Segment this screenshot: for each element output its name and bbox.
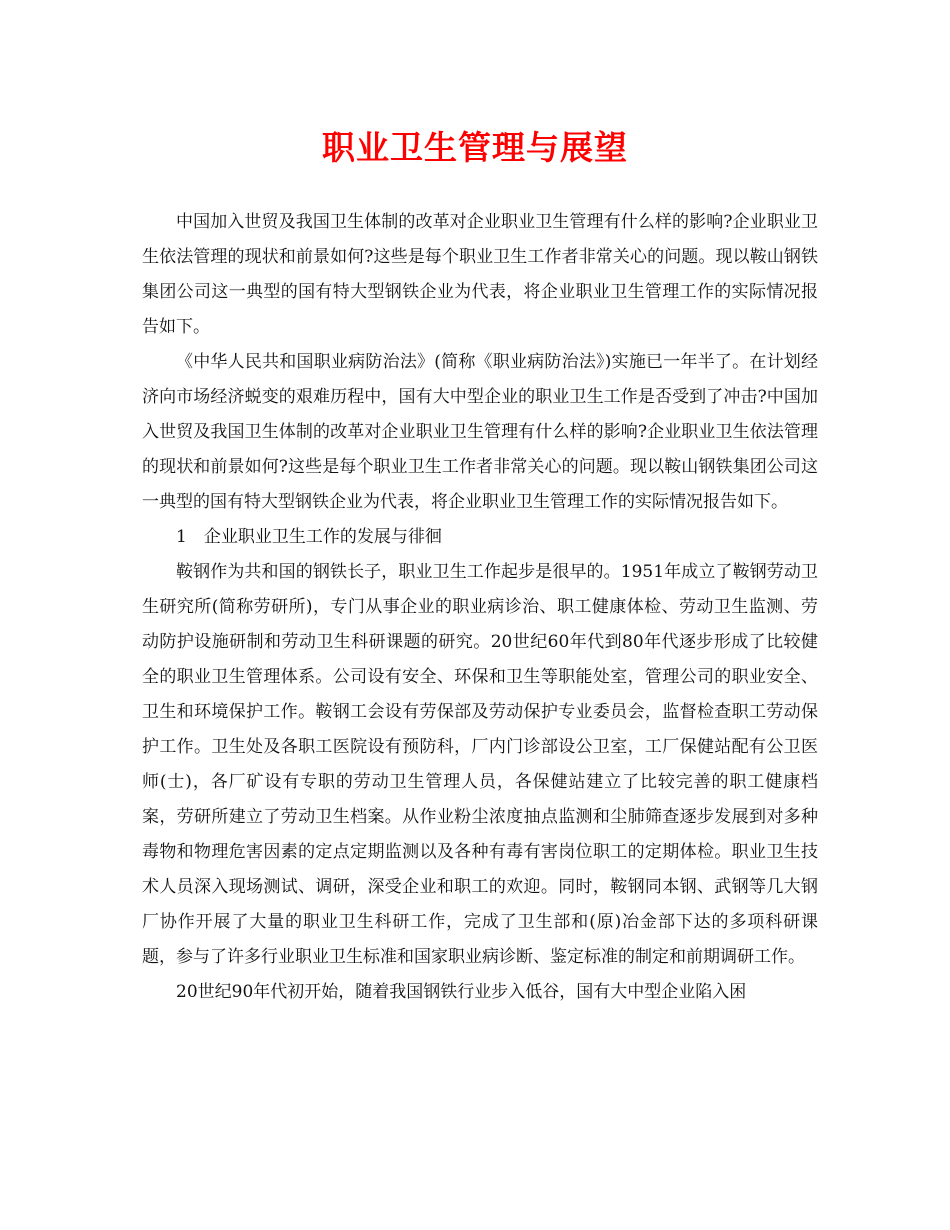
document-body: [142, 205, 818, 1010]
section-heading: 1 企业职业卫生工作的发展与徘徊: [176, 527, 442, 547]
document-title: 职业卫生管理与展望: [322, 128, 628, 167]
paragraph: 《中华人民共和国职业病防治法》(简称《职业病防治法》)实施已一年半了。在计划经济向市场经济蜕变的艰难历程中，国有大中型企业的职业卫生工作是否受到了冲击?中国加入世贸及我国卫生体制的改革对企业职业卫生管理有什么样的影响?企业职业卫生依法管理的现状和前景如何?这些是每个职业卫生工作者非常关心的问题。现以鞍山钢铁集团公司这一典型的国有特大型钢铁企业为代表，将企业职业卫生管理工作的实际情况报告如下。: [142, 352, 818, 512]
paragraph: 中国加入世贸及我国卫生体制的改革对企业职业卫生管理有什么样的影响?企业职业卫生依法管理的现状和前景如何?这些是每个职业卫生工作者非常关心的问题。现以鞍山钢铁集团公司这一典型的国有特大型钢铁企业为代表，将企业职业卫生管理工作的实际情况报告如下。: [142, 212, 818, 337]
paragraph: 20世纪90年代初开始，随着我国钢铁行业步入低谷，国有大中型企业陷入困: [176, 982, 747, 1002]
paragraph: 鞍钢作为共和国的钢铁长子，职业卫生工作起步是很早的。1951年成立了鞍钢劳动卫生研究所(简称劳研所)，专门从事企业的职业病诊治、职工健康体检、劳动卫生监测、劳动防护设施研制和劳动卫生科研课题的研究。20世纪60年代到80年代逐步形成了比较健全的职业卫生管理体系。公司设有安全、环保和卫生等职能处室，管理公司的职业安全、卫生和环境保护工作。鞍钢工会设有劳保部及劳动保护专业委员会，监督检查职工劳动保护工作。卫生处及各职工医院设有预防科，厂内门诊部设公卫室，工厂保健站配有公卫医师(士)，各厂矿设有专职的劳动卫生管理人员，各保健站建立了比较完善的职工健康档案，劳研所建立了劳动卫生档案。从作业粉尘浓度抽点监测和尘肺筛查逐步发展到对多种毒物和物理危害因素的定点定期监测以及各种有毒有害岗位职工的定期体检。职业卫生技术人员深入现场测试、调研，深受企业和职工的欢迎。同时，鞍钢同本钢、武钢等几大钢厂协作开展了大量的职业卫生科研工作，完成了卫生部和(原)冶金部下达的多项科研课题，参与了许多行业职业卫生标准和国家职业病诊断、鉴定标准的制定和前期调研工作。: [142, 562, 818, 967]
